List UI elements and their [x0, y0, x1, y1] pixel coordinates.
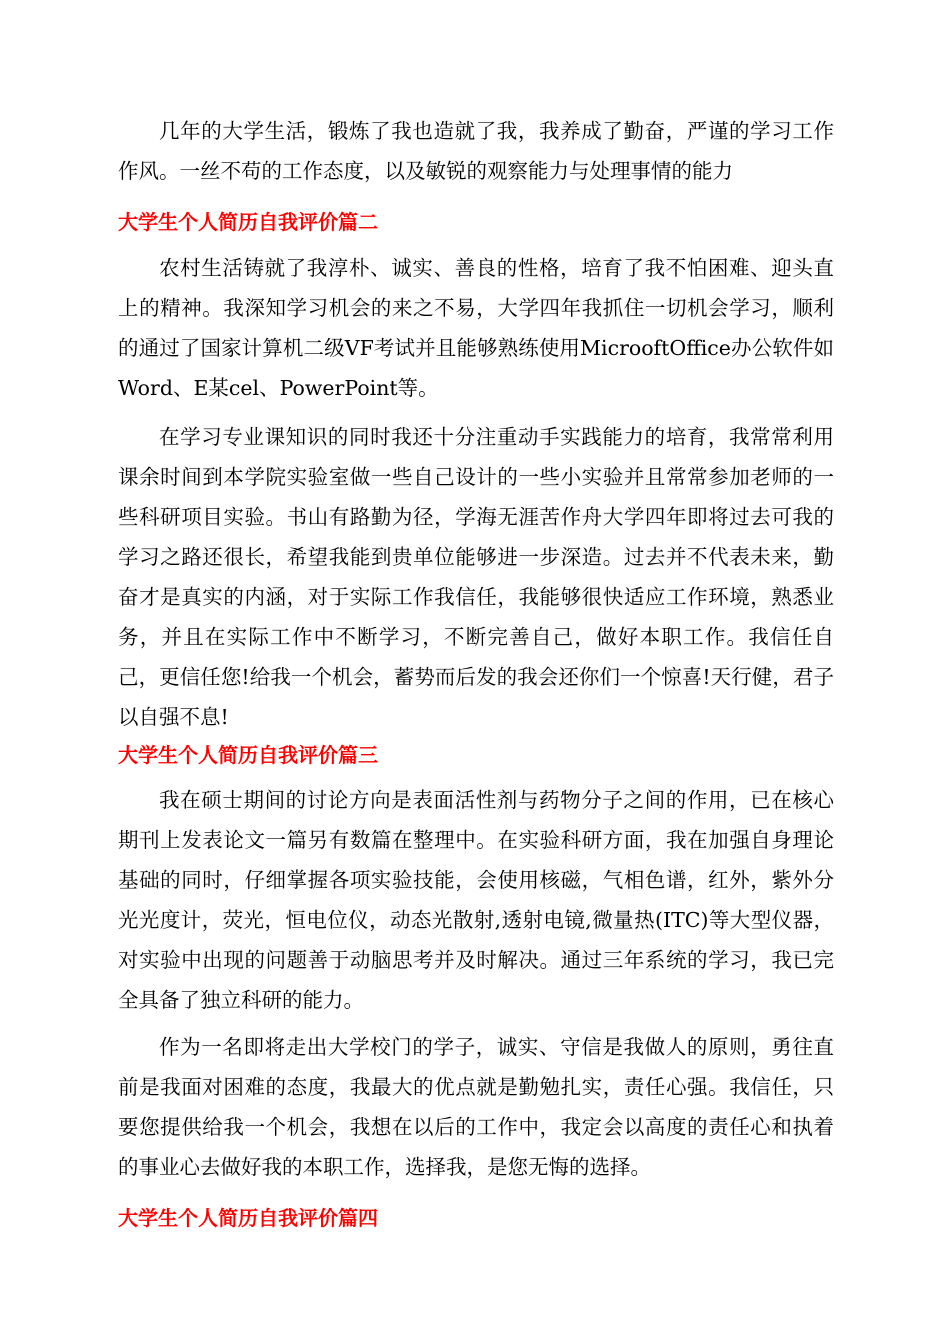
- paragraph-4: 我在硕士期间的讨论方向是表面活性剂与药物分子之间的作用，已在核心期刊上发表论文一篇另有数篇在整理中。在实验科研方面，我在加强自身理论基础的同时，仔细掌握各项实验技能，会使用核磁，气相色谱，红外，紫外分光光度计，荧光，恒电位仪，动态光散射,透射电镜,微量热(ITC)等大型仪器，对实验中出现的问题善于动脑思考并及时解决。通过三年系统的学习，我已完全具备了独立科研的能力。: [118, 788, 834, 1012]
- paragraph-3: 在学习专业课知识的同时我还十分注重动手实践能力的培育，我常常利用课余时间到本学院实验室做一些自己设计的一些小实验并且常常参加老师的一些科研项目实验。书山有路勤为径，学海无涯苦作舟大学四年即将过去可我的学习之路还很长，希望我能到贵单位能够进一步深造。过去并不代表未来，勤奋才是真实的内涵，对于实际工作我信任，我能够很快适应工作环境，熟悉业务，并且在实际工作中不断学习，不断完善自己，做好本职工作。我信任自己，更信任您!给我一个机会，蓄势而后发的我会还你们一个惊喜!天行健，君子以自强不息!: [118, 425, 834, 729]
- paragraph-2: 农村生活铸就了我淳朴、诚实、善良的性格，培育了我不怕困难、迎头直上的精神。我深知学习机会的来之不易，大学四年我抓住一切机会学习，顺利的通过了国家计算机二级VF考试并且能够熟练使用MicrooftOffice办公软件如Word、E某cel、PowerPoint等。: [118, 256, 834, 400]
- section-heading-2: 大学生个人简历自我评价篇二: [118, 210, 378, 234]
- section-heading-4: 大学生个人简历自我评价篇四: [118, 1206, 378, 1230]
- paragraph-intro: 几年的大学生活，锻炼了我也造就了我，我养成了勤奋，严谨的学习工作作风。一丝不苟的工作态度，以及敏锐的观察能力与处理事情的能力: [118, 119, 834, 183]
- paragraph-5: 作为一名即将走出大学校门的学子，诚实、守信是我做人的原则，勇往直前是我面对困难的态度，我最大的优点就是勤勉扎实，责任心强。我信任，只要您提供给我一个机会，我想在以后的工作中，我定会以高度的责任心和执着的事业心去做好我的本职工作，选择我，是您无悔的选择。: [118, 1035, 834, 1179]
- section-heading-3: 大学生个人简历自我评价篇三: [118, 743, 378, 767]
